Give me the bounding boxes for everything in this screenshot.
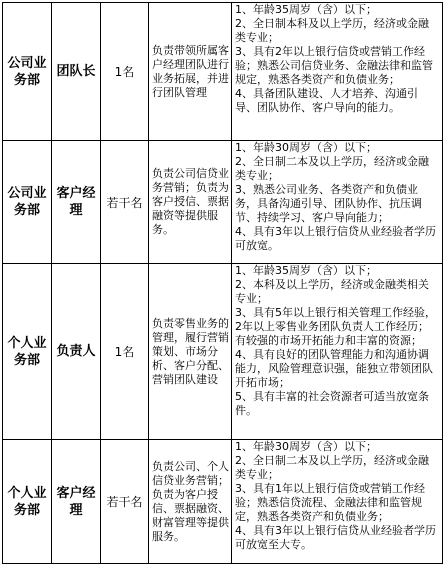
headcount-cell: 若干名 — [101, 141, 149, 264]
duties-cell: 负责公司、个人信贷业务营销；负责为客户授信、票据融资、财富管理等提供服务。 — [149, 440, 232, 564]
requirement-item: 1、年龄30周岁（含）以下； — [235, 440, 377, 453]
department-cell: 个人业务部 — [3, 264, 52, 440]
requirements-cell — [232, 141, 443, 264]
requirement-item: 2、全日制本科及以上学历，经济或金融类专业； — [235, 17, 429, 44]
requirement-item: 3、熟悉公司业务、各类资产和负债业务，具备沟通引导、团队协作、抗压调节、持续学习、客户导向能力； — [235, 183, 422, 224]
requirement-item: 4、具有3年以上银行信贷从业经验者学历可放宽至大专。 — [235, 524, 436, 551]
requirement-item: 3、具有2年以上银行信贷或营销工作经验；熟悉公司信贷业务、金融法律和监管规定，熟悉各类资产和负债业务； — [235, 45, 433, 86]
table-row — [3, 440, 443, 564]
requirement-item: 1、年龄30周岁（含）以下； — [235, 141, 377, 154]
requirement-item: 2、全日制二本及以上学历，经济或金融类专业； — [235, 155, 429, 182]
requirements-cell — [232, 264, 443, 440]
position-cell: 客户经理 — [52, 141, 101, 264]
recruitment-table — [2, 2, 443, 564]
department-cell: 公司业务部 — [3, 3, 52, 141]
requirement-item: 2、本科及以上学历，经济或金融类相关专业； — [235, 278, 429, 305]
table-row — [3, 141, 443, 264]
headcount-cell: 1名 — [101, 264, 149, 440]
table-row — [3, 264, 443, 440]
position-cell: 团队长 — [52, 3, 101, 141]
requirements-cell — [232, 440, 443, 564]
department-cell: 个人业务部 — [3, 440, 52, 564]
requirement-item: 5、具有丰富的社会资源者可适当放宽条件。 — [235, 390, 429, 417]
requirement-item: 2、全日制二本及以上学历，经济或金融类专业； — [235, 454, 429, 481]
requirement-item: 4、具有3年以上银行信贷从业经验者学历可放宽。 — [235, 225, 436, 252]
duties-cell: 负责带领所属客户经理团队进行业务拓展，并进行团队管理 — [149, 3, 232, 141]
duties-cell: 负责公司信贷业务营销；负责为客户授信、票据融资等提供服务。 — [149, 141, 232, 264]
requirements-cell — [232, 3, 443, 141]
department-cell: 公司业务部 — [3, 141, 52, 264]
headcount-cell: 若干名 — [101, 440, 149, 564]
requirement-item: 4、具备团队建设、人才培养、沟通引导、团队协作、客户导向的能力。 — [235, 87, 418, 114]
requirement-item: 1、年龄35周岁（含）以下； — [235, 3, 377, 16]
position-cell: 客户经理 — [52, 440, 101, 564]
requirement-item: 3、具有5年以上银行相关管理工作经验，2年以上零售业务团队负责人工作经历；有较强的市场开拓能力和丰富的资源； — [235, 306, 436, 347]
table-row — [3, 3, 443, 141]
duties-cell: 负责零售业务的管理，履行营销策划、市场分析、客户分配、营销团队建设 — [149, 264, 232, 440]
position-cell: 负责人 — [52, 264, 101, 440]
requirement-item: 3、具有1年以上银行信贷或营销工作经验；熟悉信贷流程、金融法律和监管规定，熟悉各类资产和负债业务； — [235, 482, 425, 523]
requirement-item: 4、具有良好的团队管理能力和沟通协调能力，风险管理意识强，能独立带领团队开拓市场； — [235, 348, 433, 389]
requirement-item: 1、年龄35周岁（含）以下； — [235, 264, 377, 277]
headcount-cell: 1名 — [101, 3, 149, 141]
